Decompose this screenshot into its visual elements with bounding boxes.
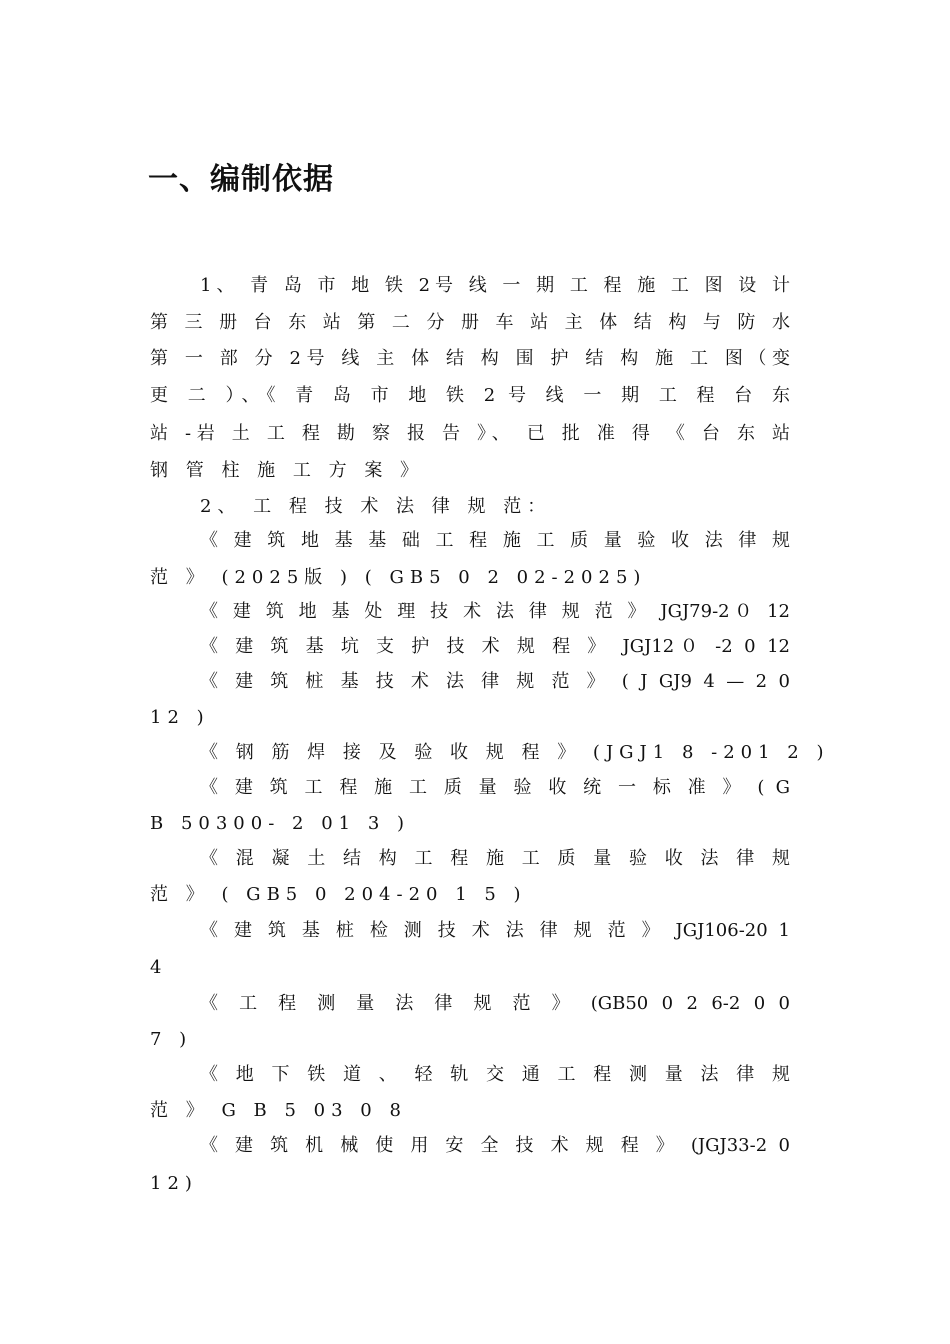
standard-10-line1: 《 地 下 铁 道 、 轻 轨 交 通 工 程 测 量 法 律 规 [200,1064,790,1085]
item1-line2: 第 三 册 台 东 站 第 二 分 册 车 站 主 体 结 构 与 防 水 [150,312,790,333]
standard-7-line2: 范 》 ( GB5 0 204-20 1 5 ) [150,884,527,905]
item1-line4: 更 二 ）、《 青 岛 市 地 铁 2 号 线 一 期 工 程 台 东 [150,385,790,406]
standard-9-line1: 《 工 程 测 量 法 律 规 范 》 (GB50 0 2 6-2 0 0 [200,993,790,1014]
standard-11-line2: 12) [150,1173,198,1194]
standard-7-line1: 《 混 凝 土 结 构 工 程 施 工 质 量 验 收 法 律 规 [200,848,790,869]
standard-6-line2: B 50300- 2 01 3 ) [150,813,411,834]
standard-1-line1: 《 建 筑 地 基 基 础 工 程 施 工 质 量 验 收 法 律 规 [200,530,790,551]
item1-line1: 1、 青 岛 市 地 铁 2号 线 一 期 工 程 施 工 图 设 计 [200,275,790,296]
standard-4-line1: 《 建 筑 桩 基 技 术 法 律 规 范 》 ( J GJ9 4 — 2 0 [200,671,790,692]
item1-line6: 钢 管 柱 施 工 方 案 》 [150,460,425,481]
standard-8-line1: 《 建 筑 基 桩 检 测 技 术 法 律 规 范 》 JGJ106-20 1 [200,920,790,941]
item2-heading: 2、 工 程 技 术 法 律 规 范： [200,496,552,517]
standard-10-line2: 范 》 G B 5 03 0 8 [150,1100,407,1121]
standard-4-line2: 12 ) [150,707,210,728]
section-title: 一、编制依据 [148,162,334,197]
standard-11-line1: 《 建 筑 机 械 使 用 安 全 技 术 规 程 》 (JGJ33-2 0 [200,1135,790,1156]
standard-9-line2: 7 ) [150,1029,193,1050]
standard-3: 《 建 筑 基 坑 支 护 技 术 规 程 》 JGJ12０ -2 0 12 [200,636,790,657]
standard-5: 《 钢 筋 焊 接 及 验 收 规 程 》 (JGJ1 8 -201 2 ) [200,742,830,763]
standard-6-line1: 《 建 筑 工 程 施 工 质 量 验 收 统 一 标 准 》 ( G [200,777,790,798]
standard-1-line2: 范 》 (2025版 ) ( GB5 0 2 02-2025) [150,567,647,588]
standard-2: 《 建 筑 地 基 处 理 技 术 法 律 规 范 》 JGJ79-2０ 12 [200,601,790,622]
item1-line5: 站 -岩 土 工 程 勘 察 报 告 》、 已 批 准 得 《 台 东 站 [150,423,790,444]
item1-line3: 第 一 部 分 2号 线 主 体 结 构 围 护 结 构 施 工 图（变 [150,348,790,369]
standard-8-line2: 4 [150,957,168,978]
